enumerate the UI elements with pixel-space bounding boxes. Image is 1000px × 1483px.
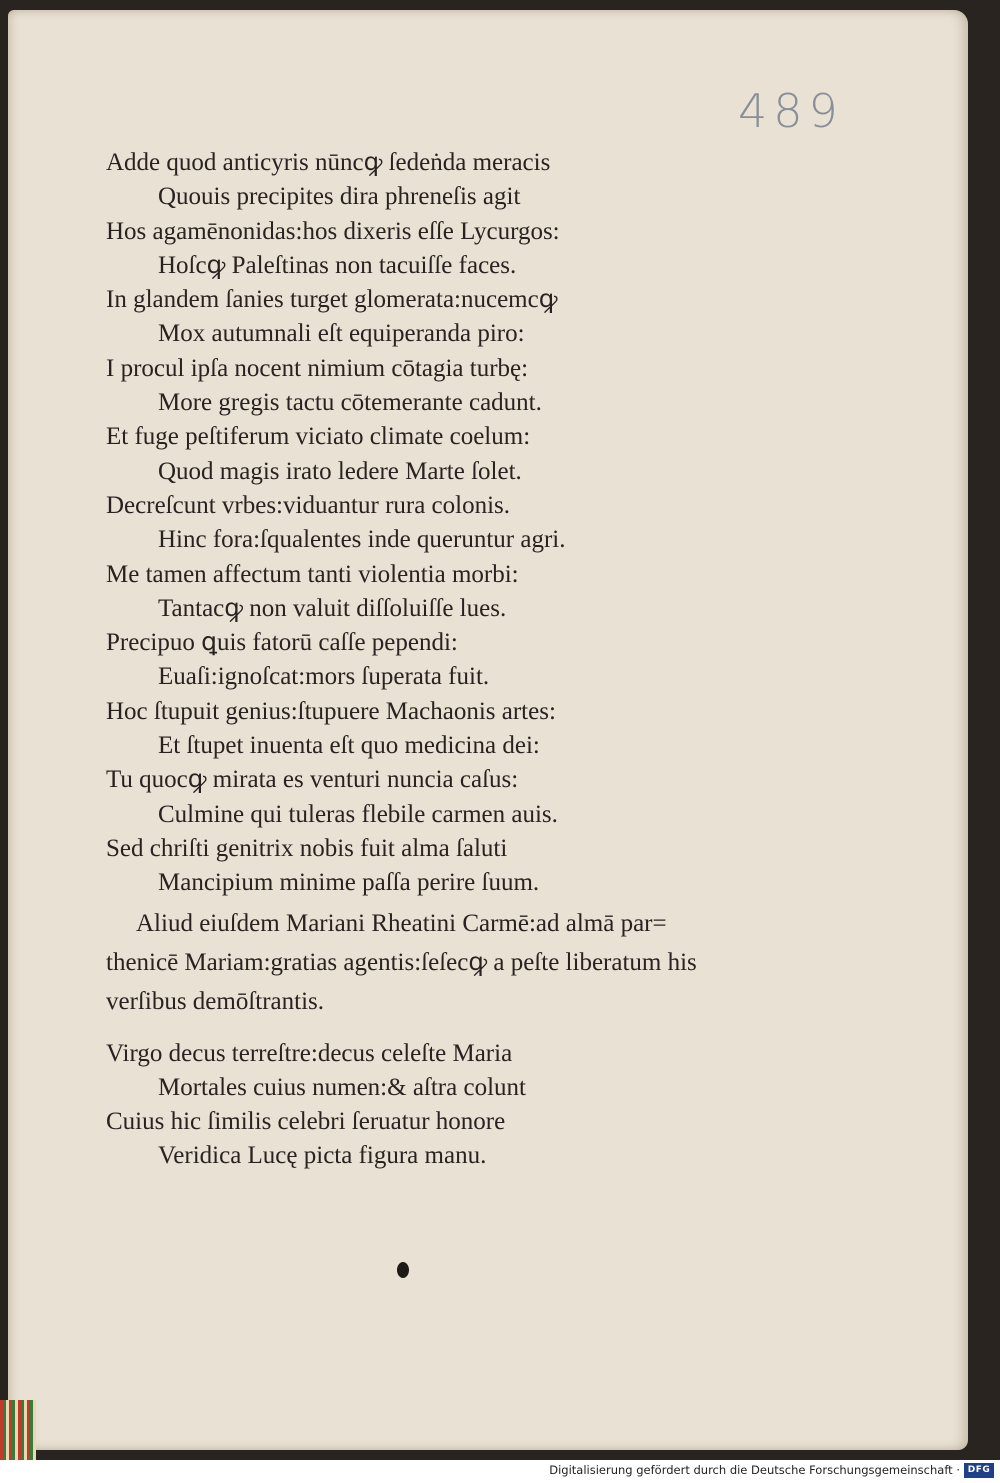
- verse-line: Mancipium minime paſſa perire ſuum.: [158, 869, 540, 897]
- verse-line: Euaſi:ignoſcat:mors ſuperata fuit.: [158, 663, 490, 691]
- poem-2-heading: [106, 904, 746, 1021]
- verse-line: Veridica Lucę picta figura manu.: [158, 1142, 487, 1169]
- poem-2: [106, 1037, 666, 1173]
- verse-line: In glandem ſanies turget glomerata:nucemcꝙ: [106, 286, 558, 314]
- verse-line: Virgo decus terreſtre:decus celeſte Maria: [106, 1040, 513, 1067]
- verse-line: Cuius hic ſimilis celebri ſeruatur honore: [106, 1108, 506, 1135]
- folio-number: 489: [738, 84, 844, 138]
- verse-line: Precipuo ꝗuis fatorū caſſe pependi:: [106, 629, 458, 657]
- verse-line: Mox autumnali eſt equiperanda piro:: [158, 320, 525, 348]
- binding-edge: [0, 1400, 36, 1460]
- heading-line: Aliud eiuſdem Mariani Rheatini Carmē:ad almā par=: [136, 910, 667, 937]
- verse-line: Hos agamēnonidas:hos dixeris eſſe Lycurgos:: [106, 217, 560, 245]
- verse-line: More gregis tactu cōtemerante cadunt.: [158, 389, 542, 417]
- verse-line: Et fuge peſtiferum viciato climate coelum:: [106, 423, 531, 451]
- verse-line: Me tamen affectum tanti violentia morbi:: [106, 560, 519, 588]
- verse-line: Decreſcunt vrbes:viduantur rura colonis.: [106, 491, 511, 519]
- footer-bar: [0, 1460, 1000, 1483]
- funding-credit: Digitalisierung gefördert durch die Deutsche Forschungsgemeinschaft ·: [549, 1463, 960, 1477]
- verse-line: Tantacꝙ non valuit diſſoluiſſe lues.: [158, 594, 507, 622]
- heading-line: thenicē Mariam:gratias agentis:ſeſecꝙ a peſte liberatum his: [106, 949, 697, 976]
- heading-line: verſibus demōſtrantis.: [106, 988, 325, 1015]
- verse-line: Quod magis irato ledere Marte ſolet.: [158, 457, 522, 485]
- poem-1: [106, 146, 666, 901]
- dfg-logo: DFG: [964, 1463, 994, 1478]
- verse-line: Adde quod anticyris nūncꝙ ſedeṅda meracis: [106, 149, 551, 176]
- verse-line: Mortales cuius numen:& aſtra colunt: [158, 1074, 526, 1101]
- verse-line: Culmine qui tuleras flebile carmen auis.: [158, 800, 558, 828]
- ornament-dot: [397, 1262, 409, 1278]
- verse-line: Tu quocꝙ mirata es venturi nuncia caſus:: [106, 766, 519, 794]
- verse-line: Sed chriſti genitrix nobis fuit alma ſaluti: [106, 834, 508, 862]
- verse-line: Quouis precipites dira phreneſis agit: [158, 183, 521, 211]
- verse-line: Hinc fora:ſqualentes inde queruntur agri.: [158, 526, 566, 554]
- verse-line: Hoc ſtupuit genius:ſtupuere Machaonis artes:: [106, 697, 556, 725]
- verse-line: I procul ipſa nocent nimium cōtagia turbę:: [106, 354, 529, 382]
- verse-line: Et ſtupet inuenta eſt quo medicina dei:: [158, 732, 540, 760]
- verse-line: Hoſcꝙ Paleſtinas non tacuiſſe faces.: [158, 251, 517, 279]
